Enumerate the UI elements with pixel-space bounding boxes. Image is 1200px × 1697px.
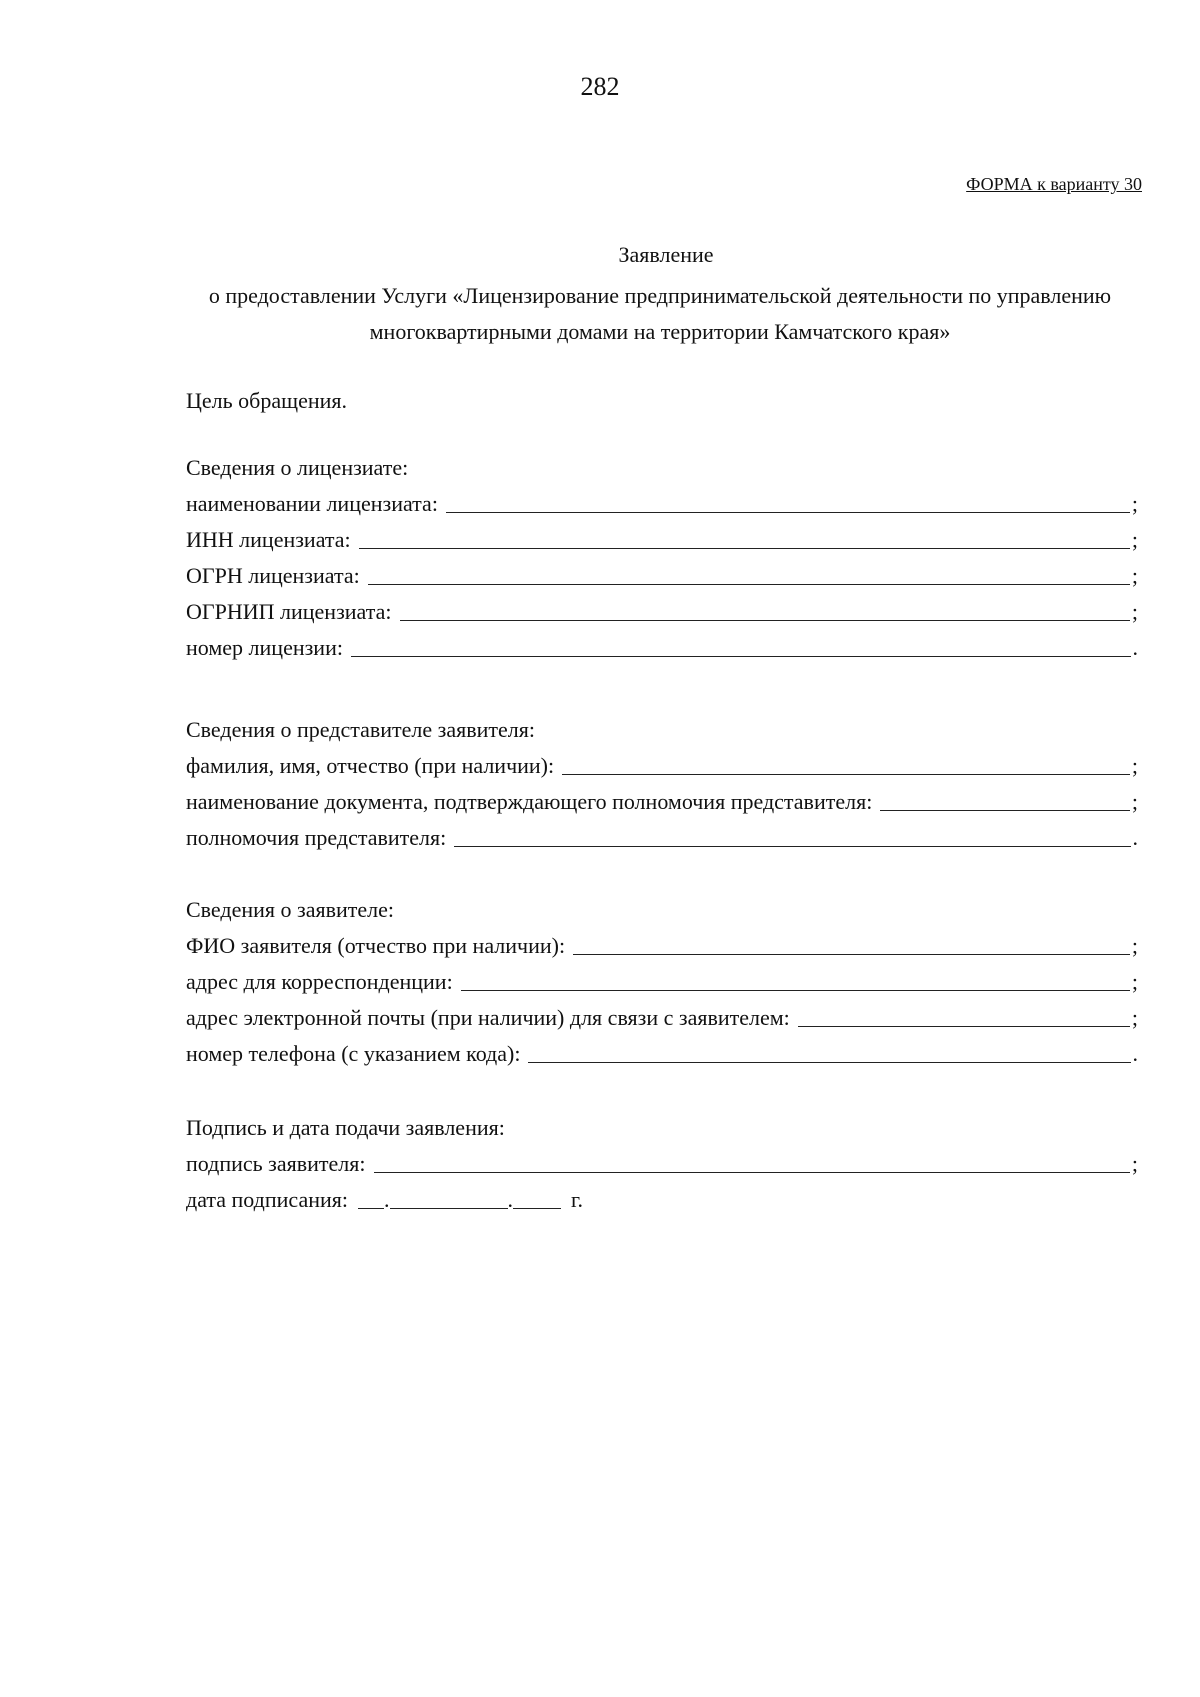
field-end: . xyxy=(1132,1041,1138,1066)
field-label: наименовании лицензиата: xyxy=(186,491,438,516)
fill-line[interactable] xyxy=(562,754,1130,775)
licensee-ogrn-field xyxy=(186,558,1138,594)
fill-line[interactable] xyxy=(374,1152,1130,1173)
signing-date-field xyxy=(186,1182,1138,1218)
field-end: ; xyxy=(1131,969,1138,994)
license-number-field xyxy=(186,630,1138,666)
date-year-line[interactable] xyxy=(513,1188,561,1209)
licensee-inn-field xyxy=(186,522,1138,558)
page-number: 282 xyxy=(580,72,620,101)
section-title: Сведения о представителе заявителя: xyxy=(186,717,535,742)
applicant-address-field xyxy=(186,964,1138,1000)
signature-field xyxy=(186,1146,1138,1182)
field-end: ; xyxy=(1131,789,1138,814)
field-end: ; xyxy=(1131,1005,1138,1030)
signature-section xyxy=(186,1110,1138,1218)
field-label: дата подписания: xyxy=(186,1187,348,1212)
fill-line[interactable] xyxy=(359,528,1130,549)
section-title: Сведения о лицензиате: xyxy=(186,455,409,480)
fill-line[interactable] xyxy=(528,1042,1130,1063)
field-end: . xyxy=(1132,635,1138,660)
fill-line[interactable] xyxy=(454,826,1130,847)
purpose-heading: Цель обращения. xyxy=(186,388,347,413)
document-title: Заявление xyxy=(618,242,714,267)
field-end: ; xyxy=(1131,599,1138,624)
field-end: ; xyxy=(1131,527,1138,552)
field-label: ОГРНИП лицензиата: xyxy=(186,599,392,624)
field-end: ; xyxy=(1131,753,1138,778)
fill-line[interactable] xyxy=(351,636,1131,657)
field-label: подпись заявителя: xyxy=(186,1151,366,1176)
field-label: адрес электронной почты (при наличии) для связи с заявителем: xyxy=(186,1005,790,1030)
field-label: полномочия представителя: xyxy=(186,825,447,850)
field-label: фамилия, имя, отчество (при наличии): xyxy=(186,753,555,778)
fill-line[interactable] xyxy=(880,790,1130,811)
fill-line[interactable] xyxy=(461,970,1130,991)
document-subtitle: о предоставлении Услуги «Лицензирование предпринимательской деятельности по управлению многоквартирными домами на территории Камчатского края» xyxy=(208,283,1112,344)
date-day-line[interactable] xyxy=(358,1188,384,1209)
year-suffix: г. xyxy=(571,1187,584,1212)
field-label: номер телефона (с указанием кода): xyxy=(186,1041,521,1066)
representative-document-field xyxy=(186,784,1138,820)
licensee-ogrnip-field xyxy=(186,594,1138,630)
representative-section xyxy=(186,712,1138,856)
licensee-name-field xyxy=(186,486,1138,522)
licensee-section xyxy=(186,450,1138,666)
field-end: ; xyxy=(1131,1151,1138,1176)
field-end: ; xyxy=(1131,563,1138,588)
applicant-email-field xyxy=(186,1000,1138,1036)
date-separator: . xyxy=(507,1187,513,1212)
fill-line[interactable] xyxy=(400,600,1130,621)
field-end: . xyxy=(1132,825,1138,850)
fill-line[interactable] xyxy=(368,564,1130,585)
representative-authority-field xyxy=(186,820,1138,856)
date-separator: . xyxy=(384,1187,390,1212)
field-label: ФИО заявителя (отчество при наличии): xyxy=(186,933,566,958)
section-title: Подпись и дата подачи заявления: xyxy=(186,1115,505,1140)
applicant-name-field xyxy=(186,928,1138,964)
field-end: ; xyxy=(1131,933,1138,958)
fill-line[interactable] xyxy=(573,934,1130,955)
date-month-line[interactable] xyxy=(390,1188,508,1209)
applicant-section xyxy=(186,892,1138,1072)
field-label: ИНН лицензиата: xyxy=(186,527,351,552)
field-end: ; xyxy=(1131,491,1138,516)
field-label: номер лицензии: xyxy=(186,635,343,660)
fill-line[interactable] xyxy=(446,492,1130,513)
field-label: наименование документа, подтверждающего полномочия представителя: xyxy=(186,789,873,814)
fill-line[interactable] xyxy=(798,1006,1130,1027)
form-reference: ФОРМА к варианту 30 xyxy=(966,174,1142,194)
field-label: ОГРН лицензиата: xyxy=(186,563,360,588)
applicant-phone-field xyxy=(186,1036,1138,1072)
field-label: адрес для корреспонденции: xyxy=(186,969,453,994)
section-title: Сведения о заявителе: xyxy=(186,897,395,922)
representative-name-field xyxy=(186,748,1138,784)
